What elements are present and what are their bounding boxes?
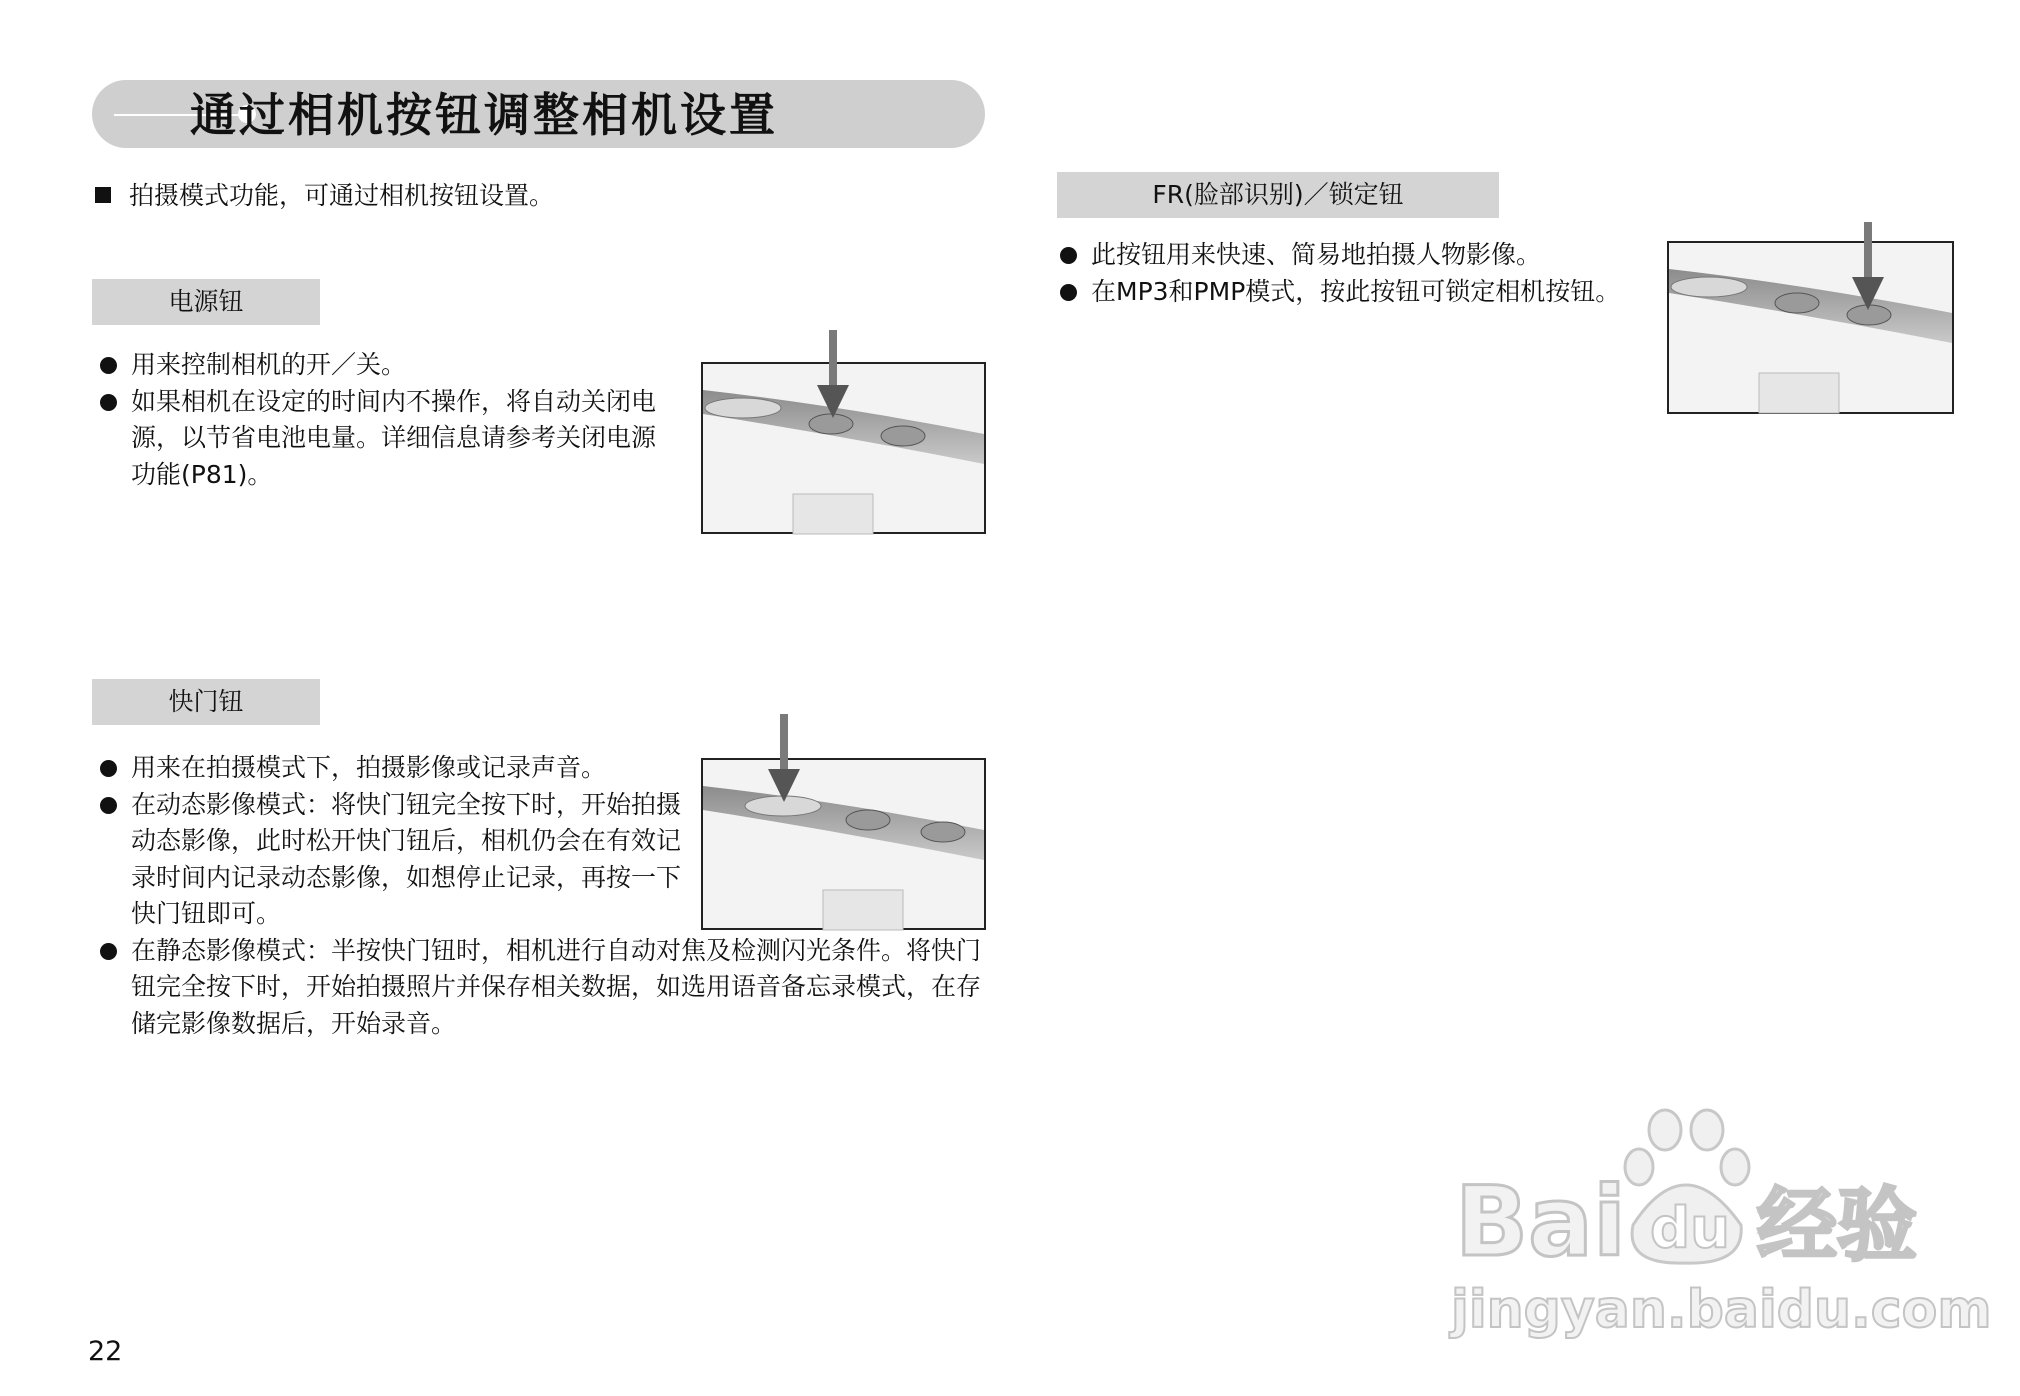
shutter-button-photo (701, 758, 986, 930)
bullet-icon (100, 394, 117, 411)
svg-text:Bai: Bai (1455, 1166, 1626, 1278)
list-item: 在静态影像模式：半按快门钮时，相机进行自动对焦及检测闪光条件。将快门钮完全按下时，开始拍摄照片并保存相关数据，如选用语音备忘录模式，在存储完影像数据后，开始录音。 (98, 933, 1001, 1043)
baidu-watermark-logo (1445, 1105, 1992, 1340)
section-heading-fr: FR(脸部识别)／锁定钮 (1057, 172, 1499, 218)
fr-button-photo (1667, 241, 1954, 414)
list-item: 此按钮用来快速、简易地拍摄人物影像。 (1058, 237, 1678, 274)
list-item: 在动态影像模式：将快门钮完全按下时，开始拍摄动态影像，此时松开快门钮后，相机仍会在有效记录时间内记录动态影像，如想停止记录，再按一下快门钮即可。 (98, 787, 691, 933)
bullet-icon (100, 760, 117, 777)
square-bullet-icon (95, 187, 111, 203)
camera-top-illustration (1669, 243, 1952, 412)
svg-text:经验: 经验 (1757, 1179, 1917, 1272)
list-item: 如果相机在设定的时间内不操作，将自动关闭电源，以节省电池电量。详细信息请参考关闭电源功能(P81)。 (98, 384, 658, 494)
bullet-icon (100, 797, 117, 814)
list-item: 用来在拍摄模式下，拍摄影像或记录声音。 (98, 750, 721, 787)
bullet-icon (1060, 284, 1077, 301)
svg-text:jingyan.baidu.com: jingyan.baidu.com (1451, 1280, 1992, 1340)
bullet-icon (1060, 247, 1077, 264)
section-heading-shutter: 快门钮 (92, 679, 320, 725)
page-number: 22 (88, 1336, 123, 1367)
intro-text: 拍摄模式功能，可通过相机按钮设置。 (129, 181, 555, 210)
fr-bullet-list (1058, 237, 1678, 310)
list-item: 用来控制相机的开／关。 (98, 347, 658, 384)
bullet-icon (100, 357, 117, 374)
pointer-arrow-icon (764, 714, 804, 804)
svg-text:du: du (1650, 1196, 1730, 1261)
page-title: 通过相机按钮调整相机设置 (190, 88, 778, 142)
power-bullet-list (98, 347, 658, 493)
pointer-arrow-icon (1848, 222, 1888, 312)
list-item: 在MP3和PMP模式，按此按钮可锁定相机按钮。 (1058, 274, 1678, 311)
camera-top-illustration (703, 760, 984, 928)
pointer-arrow-icon (813, 330, 853, 420)
intro-line (95, 178, 554, 214)
bullet-icon (100, 943, 117, 960)
section-heading-power: 电源钮 (92, 279, 320, 325)
